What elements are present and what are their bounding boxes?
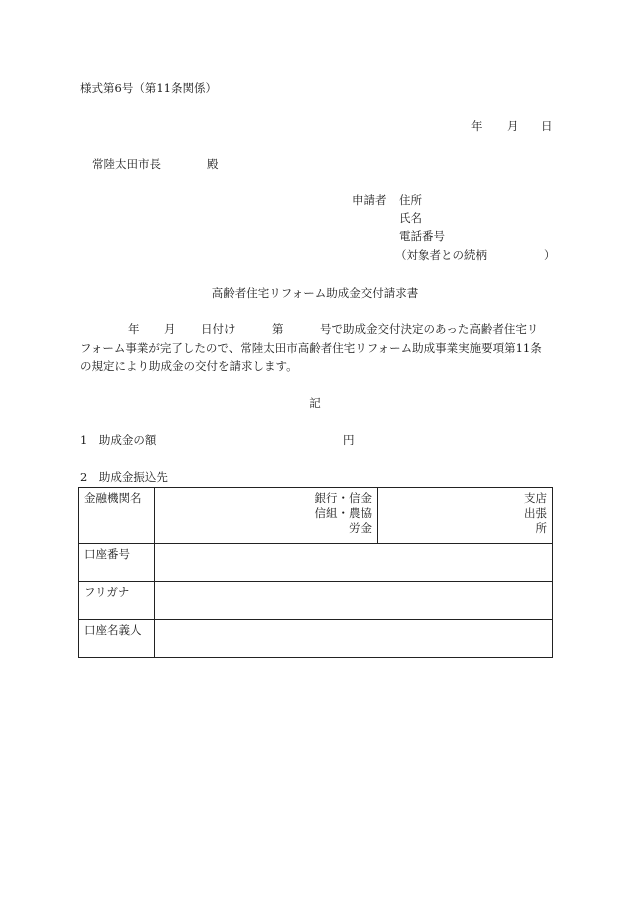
account-number-field[interactable] <box>155 544 553 582</box>
document-title: 高齢者住宅リフォーム助成金交付請求書 <box>211 286 419 300</box>
branch-type-cell[interactable] <box>378 488 553 544</box>
body-line3: の規定により助成金の交付を請求します。 <box>80 359 298 373</box>
bank-type-cell[interactable] <box>155 488 378 544</box>
date-year-label: 年 <box>471 119 483 133</box>
furigana-field[interactable] <box>155 582 553 620</box>
applicant-role: 申請者 <box>352 193 387 207</box>
account-number-label: 口座番号 <box>84 547 130 561</box>
institution-label: 金融機関名 <box>84 491 142 505</box>
body-month-label: 月 <box>164 322 176 336</box>
body-dai-label: 第 <box>272 322 284 336</box>
bank-type-option: 労金 <box>349 521 372 535</box>
addressee-name: 常陸太田市長 <box>92 157 161 171</box>
bank-transfer-table <box>78 487 553 658</box>
institution-label-cell <box>79 488 155 544</box>
applicant-relation-label: （対象者との続柄 <box>395 248 487 262</box>
branch-type-option: 所 <box>535 521 547 535</box>
body-year-label: 年 <box>128 322 140 336</box>
branch-type-option: 出張 <box>524 506 547 520</box>
table-row-account-holder <box>79 620 553 658</box>
applicant-address-label: 住所 <box>399 193 422 207</box>
furigana-label-cell <box>79 582 155 620</box>
table-row-account-number <box>79 544 553 582</box>
account-holder-label: 口座名義人 <box>84 623 142 637</box>
account-holder-field[interactable] <box>155 620 553 658</box>
form-number: 様式第6号（第11条関係） <box>80 81 217 95</box>
grant-amount-unit: 円 <box>343 433 355 447</box>
bank-type-option: 銀行・信金 <box>314 491 372 505</box>
body-line2: フォーム事業が完了したので、常陸太田市高齢者住宅リフォーム助成事業実施要項第11条 <box>80 341 542 355</box>
date-day-label: 日 <box>541 119 553 133</box>
account-holder-label-cell <box>79 620 155 658</box>
table-row-furigana <box>79 582 553 620</box>
account-number-label-cell <box>79 544 155 582</box>
date-month-label: 月 <box>507 119 519 133</box>
addressee-honorific: 殿 <box>207 157 219 171</box>
grant-amount-label: 1 助成金の額 <box>80 433 157 447</box>
transfer-destination-label: 2 助成金振込先 <box>80 470 168 484</box>
applicant-name-label: 氏名 <box>399 211 422 225</box>
bank-type-option: 信組・農協 <box>314 506 372 520</box>
furigana-label: フリガナ <box>84 585 130 599</box>
applicant-relation-close: ） <box>544 248 556 262</box>
body-dated-label: 日付け <box>201 322 236 336</box>
table-row-institution <box>79 488 553 544</box>
ki-heading: 記 <box>309 396 321 410</box>
applicant-phone-label: 電話番号 <box>399 229 445 243</box>
body-line1-rest: 号で助成金交付決定のあった高齢者住宅リ <box>320 322 539 336</box>
branch-type-option: 支店 <box>524 491 547 505</box>
